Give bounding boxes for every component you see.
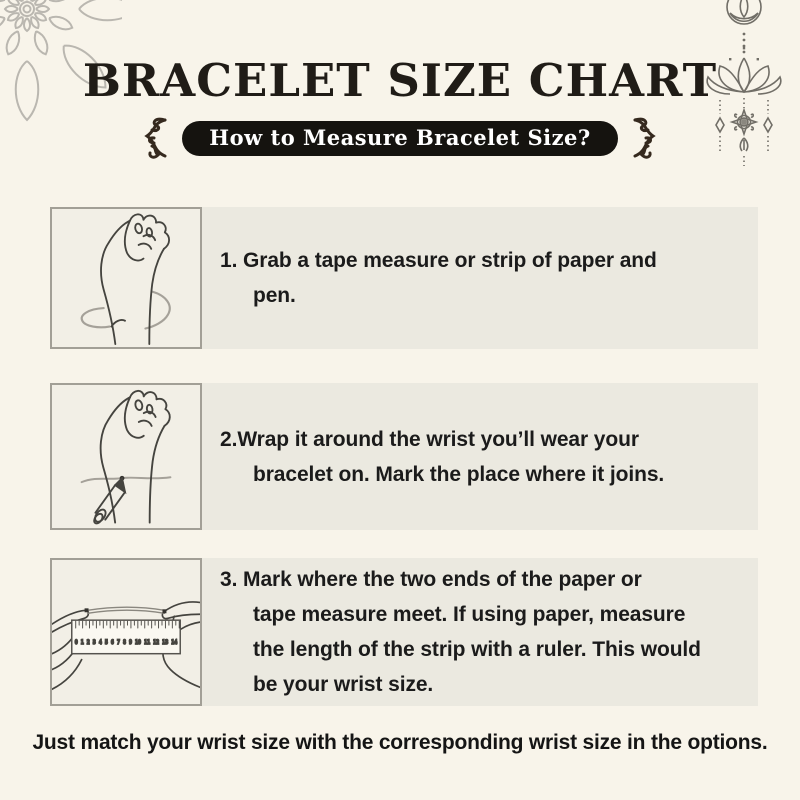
step-row-2: [50, 383, 758, 530]
footer-note: Just match your wrist size with the corresponding wrist size in the options.: [32, 731, 768, 754]
step-row-3: [50, 558, 758, 706]
step1-text: 1. Grab a tape measure or strip of paper and pen.: [220, 249, 657, 307]
step3-illustration-ruler-measure: [50, 558, 202, 706]
hands-ruler-icon: [52, 561, 200, 703]
steps-list: [50, 207, 758, 706]
flourish-right-icon: [631, 115, 659, 161]
ruler-numbers: 0 1 2 3 4 5 6 7 8 9 10 11 12 13 14: [74, 638, 178, 646]
step-row-1: [50, 207, 758, 349]
step2-text: 2.Wrap it around the wrist you’ll wear your bracelet on. Mark the place where it joins.: [220, 427, 665, 486]
hand-pen-mark-icon: [52, 386, 200, 527]
step2-illustration-pen-marking-wrist: [50, 383, 202, 530]
step3-text: 3. Mark where the two ends of the paper or tape measure meet. If using paper, measure the length of the strip with a ruler. This would be your wrist size.: [220, 568, 701, 696]
how-to-measure-badge: How to Measure Bracelet Size?: [182, 121, 617, 156]
hand-tape-loop-icon: [52, 210, 200, 346]
flourish-left-icon: [141, 115, 169, 161]
step1-illustration-fist-with-tape: [50, 207, 202, 349]
badge-row: [0, 115, 800, 161]
page-title: BRACELET SIZE CHART: [82, 54, 718, 107]
